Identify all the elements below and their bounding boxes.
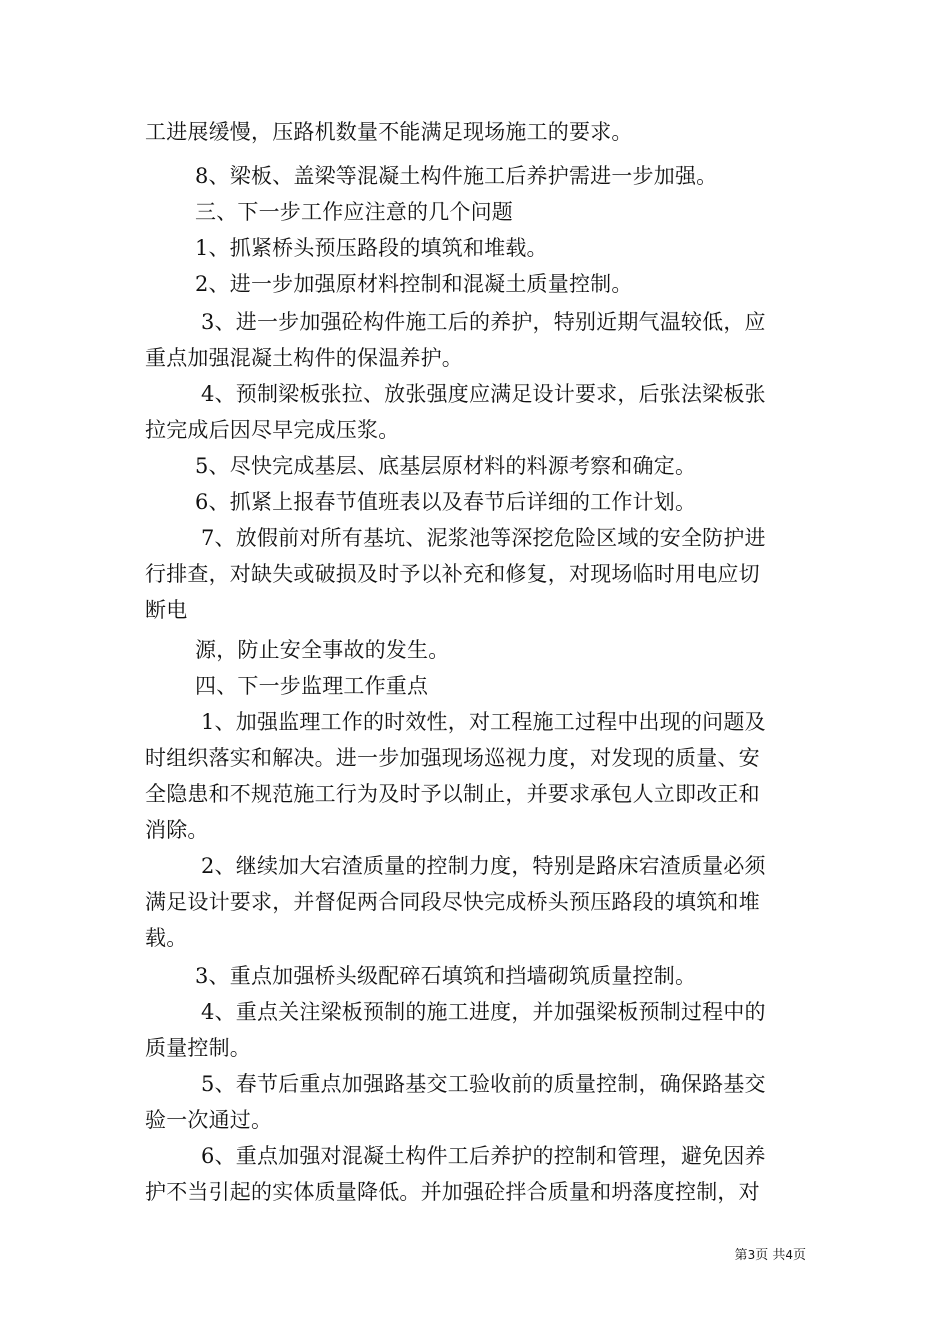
text-line: 4、重点关注梁板预制的施工进度，并加强梁板预制过程中的 <box>201 1000 766 1024</box>
text-line: 载。 <box>145 926 188 950</box>
text-line: 3、重点加强桥头级配碎石填筑和挡墙砌筑质量控制。 <box>195 964 697 988</box>
current-page-number: 3 <box>747 1248 756 1262</box>
text-line: 时组织落实和解决。进一步加强现场巡视力度，对发现的质量、安 <box>145 746 760 770</box>
total-pages-number: 4 <box>785 1248 793 1262</box>
section-heading: 三、下一步工作应注意的几个问题 <box>195 200 513 224</box>
text-line: 重点加强混凝土构件的保温养护。 <box>145 346 463 370</box>
text-line: 验一次通过。 <box>145 1108 273 1132</box>
text-line: 5、春节后重点加强路基交工验收前的质量控制，确保路基交 <box>201 1072 766 1096</box>
text-line: 源，防止安全事故的发生。 <box>195 638 450 662</box>
text-line: 拉完成后因尽早完成压浆。 <box>145 418 400 442</box>
text-line: 7、放假前对所有基坑、泥浆池等深挖危险区域的安全防护进 <box>201 526 766 550</box>
text-line: 断电 <box>145 598 188 622</box>
text-line: 5、尽快完成基层、底基层原材料的料源考察和确定。 <box>195 454 697 478</box>
footer-middle: 页 共 <box>755 1248 786 1263</box>
section-heading: 四、下一步监理工作重点 <box>195 674 429 698</box>
text-line: 8、梁板、盖梁等混凝土构件施工后养护需进一步加强。 <box>195 164 718 188</box>
text-line: 2、进一步加强原材料控制和混凝土质量控制。 <box>195 272 633 296</box>
text-line: 质量控制。 <box>145 1036 251 1060</box>
footer-suffix: 页 <box>792 1248 806 1263</box>
text-line: 6、抓紧上报春节值班表以及春节后详细的工作计划。 <box>195 490 697 514</box>
text-line: 满足设计要求，并督促两合同段尽快完成桥头预压路段的填筑和堆 <box>145 890 760 914</box>
text-line: 1、加强监理工作的时效性，对工程施工过程中出现的问题及 <box>201 710 766 734</box>
text-line: 消除。 <box>145 818 209 842</box>
text-line: 2、继续加大宕渣质量的控制力度，特别是路床宕渣质量必须 <box>201 854 766 878</box>
text-line: 4、预制梁板张拉、放张强度应满足设计要求，后张法梁板张 <box>201 382 766 406</box>
text-line: 行排查，对缺失或破损及时予以补充和修复，对现场临时用电应切 <box>145 562 760 586</box>
text-line: 6、重点加强对混凝土构件工后养护的控制和管理，避免因养 <box>201 1144 766 1168</box>
text-line: 1、抓紧桥头预压路段的填筑和堆载。 <box>195 236 548 260</box>
footer-prefix: 第 <box>734 1248 748 1263</box>
text-line: 全隐患和不规范施工行为及时予以制止，并要求承包人立即改正和 <box>145 782 760 806</box>
text-line: 3、进一步加强砼构件施工后的养护，特别近期气温较低，应 <box>201 310 766 334</box>
text-line: 护不当引起的实体质量降低。并加强砼拌合质量和坍落度控制，对 <box>145 1180 760 1204</box>
page-number-footer <box>735 1246 806 1265</box>
text-line: 工进展缓慢，压路机数量不能满足现场施工的要求。 <box>145 120 633 144</box>
